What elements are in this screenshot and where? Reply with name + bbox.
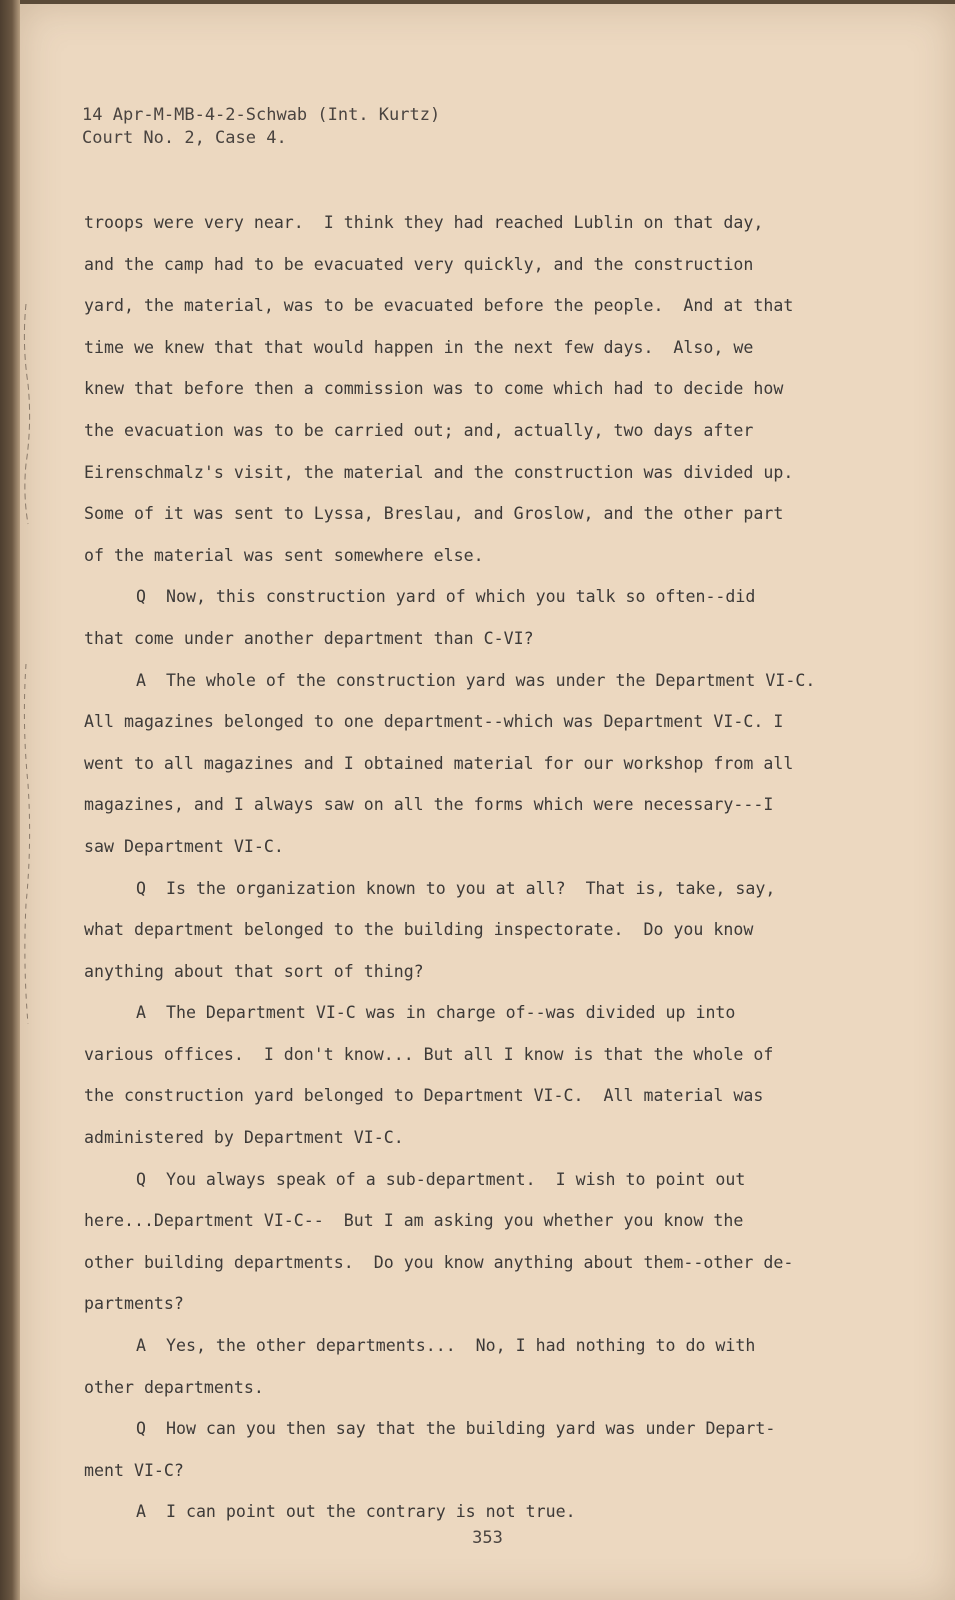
text-line: various offices. I don't know... But all I know is that the whole of [84,1044,774,1064]
text-line: All magazines belonged to one department--which was Department VI-C. I [84,712,784,732]
answer-line: A I can point out the contrary is not true. [136,1502,576,1522]
text-line: time we knew that that would happen in the next few days. Also, we [84,337,754,357]
text-line: the evacuation was to be carried out; and, actually, two days after [84,420,754,440]
question-line: Q How can you then say that the building yard was under Depart- [136,1419,776,1439]
text-line: saw Department VI-C. [84,836,284,856]
header-line-2: Court No. 2, Case 4. [82,128,287,148]
document-page [20,4,955,1600]
text-line: of the material was sent somewhere else. [84,545,484,565]
answer-line: A Yes, the other departments... No, I had nothing to do with [136,1336,756,1356]
text-line: partments? [84,1294,184,1314]
header-line-1: 14 Apr-M-MB-4-2-Schwab (Int. Kurtz) [82,105,441,125]
text-line: knew that before then a commission was to come which had to decide how [84,379,784,399]
text-line: yard, the material, was to be evacuated before the people. And at that [84,296,794,316]
text-line: what department belonged to the building inspectorate. Do you know [84,920,754,940]
question-line: Q Now, this construction yard of which you talk so often--did [136,587,756,607]
text-line: Some of it was sent to Lyssa, Breslau, and Groslow, and the other part [84,504,784,524]
text-line: anything about that sort of thing? [84,961,424,981]
margin-pencil-marks [20,4,955,1600]
text-line: troops were very near. I think they had reached Lublin on that day, [84,213,764,232]
text-line: other building departments. Do you know anything about them--other de- [84,1252,794,1272]
text-line: other departments. [84,1377,264,1397]
text-line: administered by Department VI-C. [84,1128,404,1148]
question-line: Q Is the organization known to you at all? That is, take, say, [136,878,776,898]
question-line: Q You always speak of a sub-department. I wish to point out [136,1169,746,1189]
text-line: magazines, and I always saw on all the forms which were necessary---I [84,795,774,815]
page-number: 353 [472,1528,503,1548]
text-line: and the camp had to be evacuated very quickly, and the construction [84,254,754,274]
text-line: went to all magazines and I obtained material for our workshop from all [84,753,794,773]
text-line: that come under another department than C-VI? [84,628,534,648]
text-line: here...Department VI-C-- But I am asking you whether you know the [84,1211,744,1231]
answer-line: A The whole of the construction yard was under the Department VI-C. [136,670,816,690]
answer-line: A The Department VI-C was in charge of--was divided up into [136,1003,736,1023]
text-line: the construction yard belonged to Department VI-C. All material was [84,1086,764,1106]
binding-edge [0,0,20,1600]
text-line: ment VI-C? [84,1460,184,1480]
text-line: Eirenschmalz's visit, the material and the construction was divided up. [84,462,794,482]
